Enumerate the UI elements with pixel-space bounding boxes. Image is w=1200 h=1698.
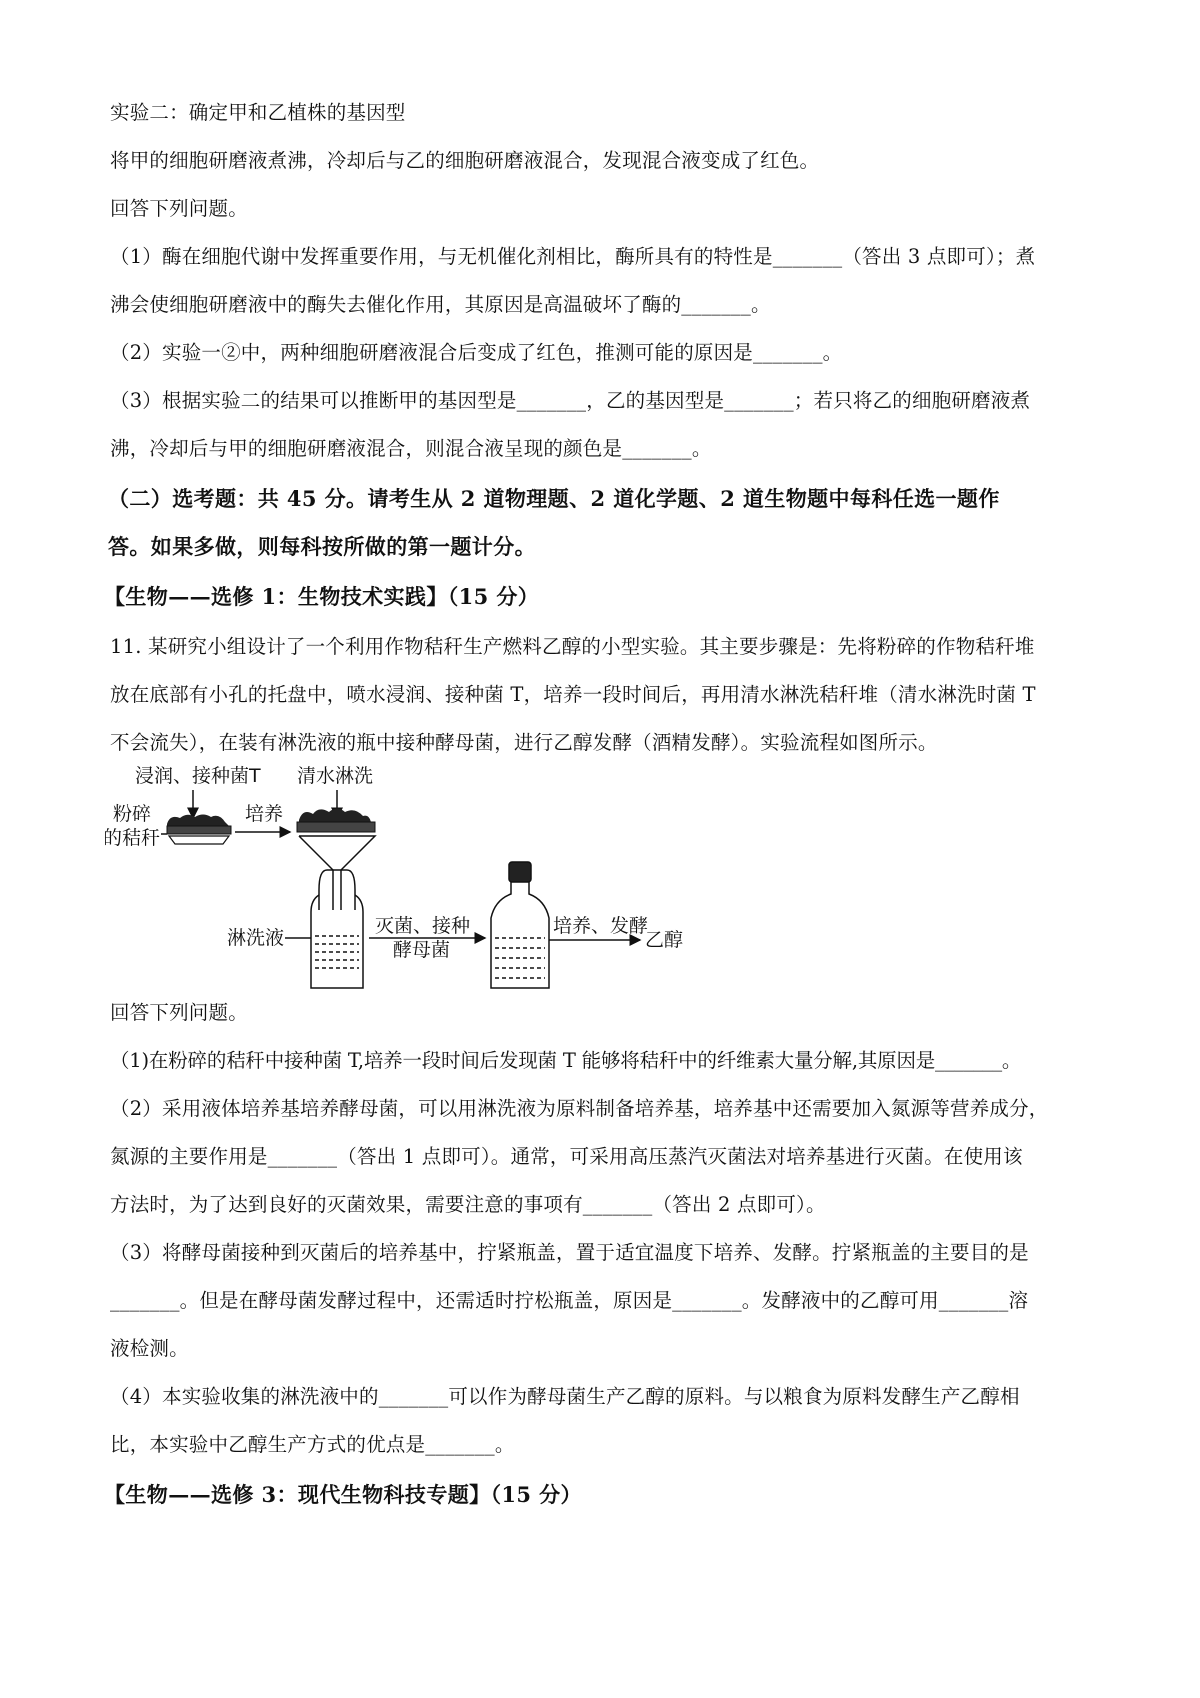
- q11-part-2-line-1: （2）采用液体培养基培养酵母菌，可以用淋洗液为原料制备培养基，培养基中还需要加入氮源等营养成分，: [110, 1097, 1049, 1120]
- q11-part-3-line-3: 液检测。: [110, 1337, 189, 1360]
- label-sterilize-inoculate-2: 酵母菌: [393, 939, 451, 961]
- experiment-2-heading: 实验二：确定甲和乙植株的基因型: [110, 101, 406, 124]
- q11-part-2-line-3: 方法时，为了达到良好的灭菌效果，需要注意的事项有_______（答出 2 点即可）。: [110, 1193, 826, 1216]
- question-1-line-2: 沸会使细胞研磨液中的酶失去催化作用，其原因是高温破坏了酶的_______。: [110, 293, 771, 316]
- label-crushed-straw-2: 的秸秆: [105, 827, 161, 849]
- q11-part-3-line-1: （3）将酵母菌接种到灭菌后的培养基中，拧紧瓶盖，置于适宜温度下培养、发酵。拧紧瓶盖的主要目的是: [110, 1241, 1029, 1264]
- question-11-line-2: 放在底部有小孔的托盘中，喷水浸润、接种菌 T，培养一段时间后，再用清水淋洗秸秆堆（清水淋洗时菌 T: [110, 683, 1036, 706]
- question-3-line-2: 沸，冷却后与甲的细胞研磨液混合，则混合液呈现的颜色是_______。: [110, 437, 712, 460]
- q11-part-4-line-1: （4）本实验收集的淋洗液中的_______可以作为酵母菌生产乙醇的原料。与以粮食为原料发酵生产乙醇相: [110, 1385, 1020, 1408]
- label-rinse-liquid: 淋洗液: [227, 927, 285, 949]
- experiment-flow-diagram: [105, 760, 785, 995]
- q11-part-1: （1)在粉碎的秸秆中接种菌 T,培养一段时间后发现菌 T 能够将秸秆中的纤维素大量分解,其原因是_______。: [110, 1049, 1022, 1072]
- label-soak-inoculate: 浸润、接种菌T: [135, 765, 261, 787]
- experiment-2-description: 将甲的细胞研磨液煮沸，冷却后与乙的细胞研磨液混合，发现混合液变成了红色。: [110, 149, 820, 172]
- label-sterilize-inoculate-1: 灭菌、接种: [375, 915, 471, 937]
- label-culture: 培养: [245, 803, 284, 825]
- q11-part-2-line-2: 氮源的主要作用是_______（答出 1 点即可）。通常，可采用高压蒸汽灭菌法对培养基进行灭菌。在使用该: [110, 1145, 1023, 1168]
- funnel-flask: [299, 836, 375, 988]
- label-rinse-water: 清水淋洗: [297, 765, 374, 787]
- question-11-line-1: 11. 某研究小组设计了一个利用作物秸秆生产燃料乙醇的小型实验。其主要步骤是：先将粉碎的作物秸秆堆: [110, 635, 1035, 658]
- elective-1-heading: 【生物——选修 1：生物技术实践】（15 分）: [104, 584, 540, 609]
- tray-2: [297, 809, 375, 833]
- answer-prompt: 回答下列问题。: [110, 197, 248, 220]
- label-culture-ferment: 培养、发酵: [553, 915, 649, 937]
- tray-1: [167, 815, 231, 845]
- elective-3-heading: 【生物——选修 3：现代生物科技专题】（15 分）: [104, 1482, 582, 1507]
- q11-part-4-line-2: 比，本实验中乙醇生产方式的优点是_______。: [110, 1433, 515, 1456]
- elective-section-heading-1: （二）选考题：共 45 分。请考生从 2 道物理题、2 道化学题、2 道生物题中每科任选一题作: [108, 486, 1000, 511]
- question-3-line-1: （3）根据实验二的结果可以推断甲的基因型是_______，乙的基因型是_______；若只将乙的细胞研磨液煮: [110, 389, 1031, 412]
- question-11-line-3: 不会流失），在装有淋洗液的瓶中接种酵母菌，进行乙醇发酵（酒精发酵）。实验流程如图所示。: [110, 731, 938, 754]
- answer-prompt-2: 回答下列问题。: [110, 1001, 248, 1024]
- question-1-line-1: （1）酶在细胞代谢中发挥重要作用，与无机催化剂相比，酶所具有的特性是_______（答出 3 点即可）；煮: [110, 245, 1036, 268]
- label-ethanol: 乙醇: [645, 929, 684, 951]
- label-crushed-straw-1: 粉碎: [113, 803, 152, 825]
- sealed-bottle: [491, 862, 549, 988]
- elective-section-heading-2: 答。如果多做，则每科按所做的第一题计分。: [108, 534, 536, 559]
- question-2: （2）实验一②中，两种细胞研磨液混合后变成了红色，推测可能的原因是_______。: [110, 341, 843, 364]
- q11-part-3-line-2: _______。但是在酵母菌发酵过程中，还需适时拧松瓶盖，原因是_______。发酵液中的乙醇可用_______溶: [110, 1289, 1029, 1312]
